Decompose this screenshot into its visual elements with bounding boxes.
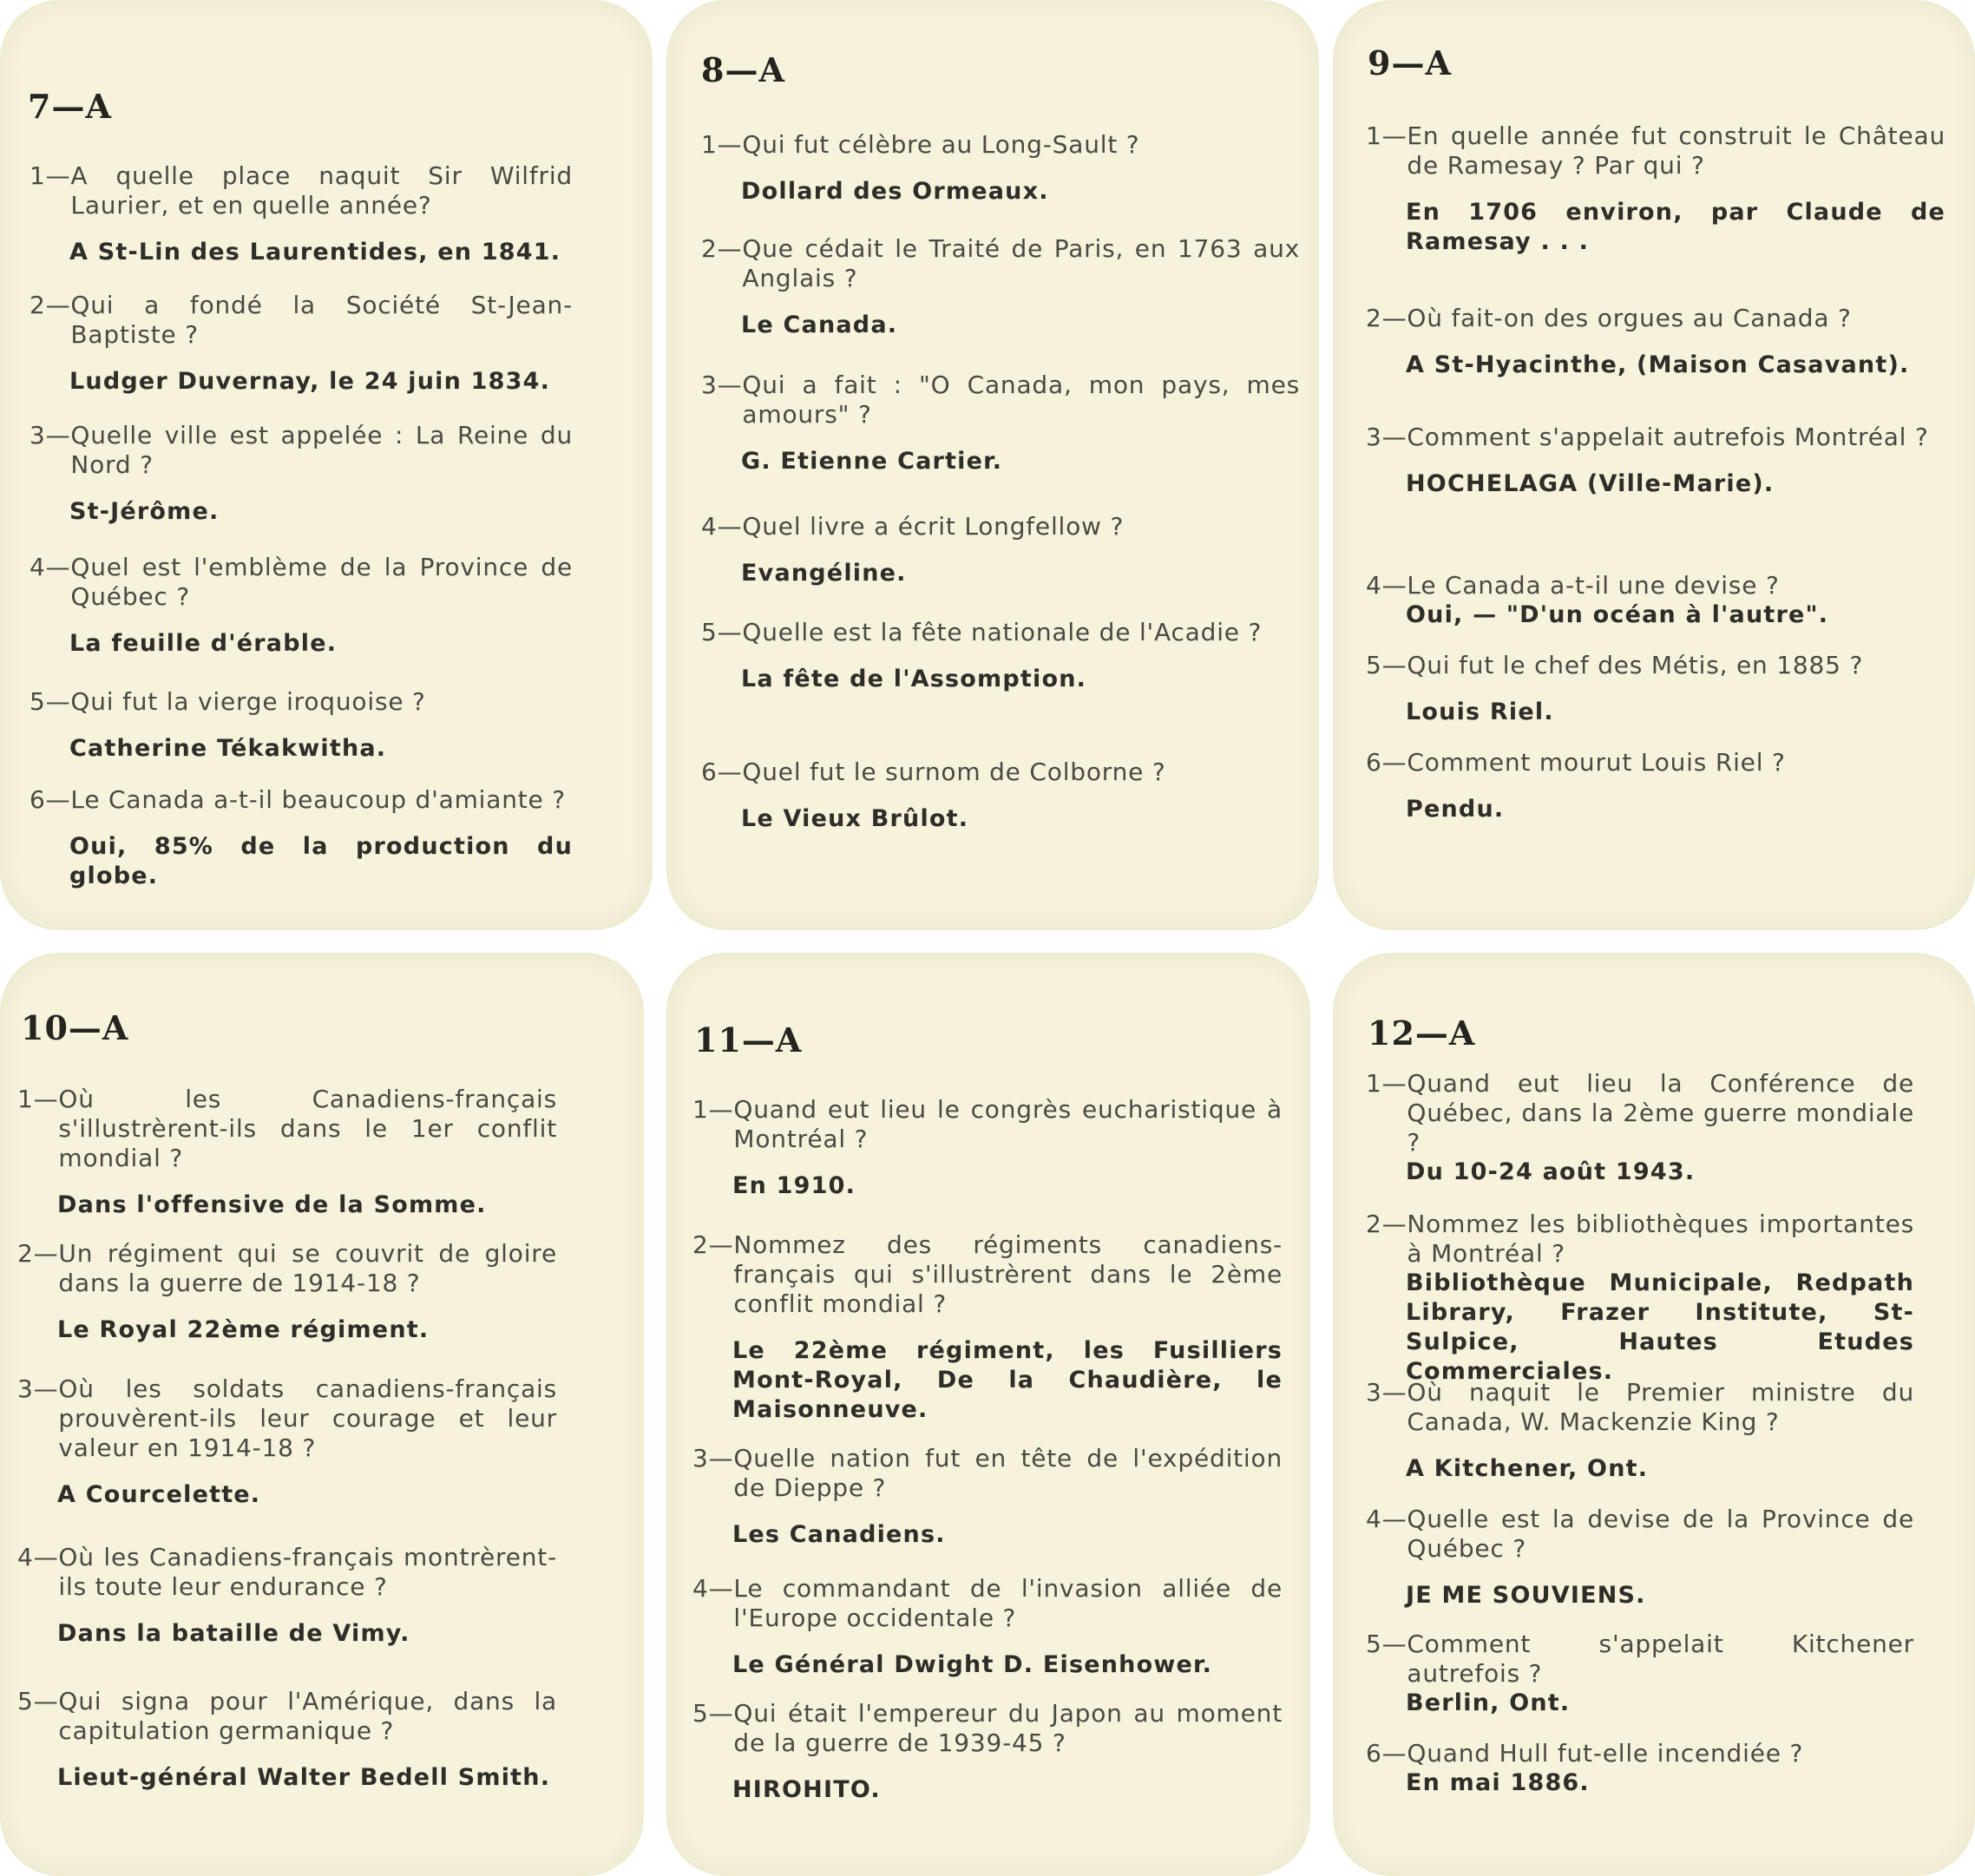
question — [1366, 1210, 1914, 1269]
question-answer-item — [17, 1687, 557, 1793]
question — [692, 1230, 1283, 1319]
question-answer-item — [1366, 571, 1945, 630]
answer-text: Le Général Dwight D. Eisenhower. — [732, 1651, 1213, 1678]
question-answer-item — [701, 512, 1300, 588]
question-text: Que cédait le Traité de Paris, en 1763 aux Anglais ? — [742, 234, 1300, 292]
question — [1366, 651, 1945, 680]
question-number: 4— — [17, 1543, 59, 1571]
question-answer-item — [1366, 651, 1945, 727]
question-number: 3— — [30, 421, 71, 449]
question — [30, 785, 573, 815]
answer-text: Lieut-général Walter Bedell Smith. — [57, 1764, 551, 1791]
answer-text: Le Canada. — [741, 312, 898, 338]
question-text: Qui a fondé la Société St-Jean- Baptiste ? — [70, 291, 573, 349]
question-answer-item — [701, 234, 1300, 340]
question-number: 1— — [30, 161, 71, 190]
question-text: Nommez des régiments canadiens-français qui s'illustrèrent dans le 2ème conflit mondial ? — [733, 1230, 1283, 1318]
question — [30, 291, 573, 350]
answer-text: Pendu. — [1406, 796, 1505, 823]
question-number: 4— — [1366, 571, 1407, 600]
question-answer-item — [30, 785, 573, 891]
question — [1366, 1069, 1914, 1158]
question-number: 4— — [1366, 1505, 1407, 1533]
question-number: 1— — [1366, 1069, 1407, 1098]
question-answer-item — [30, 421, 573, 527]
quiz-card-8 — [666, 0, 1319, 930]
question — [1366, 121, 1945, 180]
answer-text: A Kitchener, Ont. — [1406, 1455, 1649, 1482]
question — [30, 421, 573, 480]
question-number: 6— — [1366, 748, 1407, 777]
question-answer-item — [701, 758, 1300, 834]
question-answer-item — [701, 618, 1300, 694]
question-answer-item — [692, 1574, 1283, 1680]
answer-text: Oui, 85% de la production du globe. — [69, 833, 573, 889]
question-number: 2— — [30, 291, 71, 319]
question — [1366, 423, 1945, 452]
question-text: Quelle ville est appelée : La Reine du Nord ? — [70, 421, 573, 479]
answer-text: Catherine Tékakwitha. — [69, 735, 387, 762]
question-text: Où les Canadiens-français s'illustrèrent-ils dans le 1er conflit mondial ? — [58, 1085, 557, 1172]
answer-text: Du 10-24 août 1943. — [1406, 1158, 1696, 1185]
question-number: 5— — [30, 687, 71, 716]
question — [1366, 1739, 1914, 1768]
question-answer-item — [1366, 1069, 1914, 1187]
question — [1366, 1378, 1914, 1437]
question-answer-item — [1366, 1739, 1914, 1798]
question-number: 2— — [1366, 304, 1407, 332]
question-answer-item — [1366, 121, 1945, 257]
answer-text: Le Royal 22ème régiment. — [57, 1316, 430, 1343]
question — [1366, 1630, 1914, 1689]
question-number: 3— — [692, 1444, 734, 1473]
question-text: Quelle nation fut en tête de l'expédition de Dieppe ? — [733, 1444, 1283, 1502]
answer-text: A Courcelette. — [57, 1481, 261, 1508]
question-answer-item — [17, 1374, 557, 1510]
question-answer-item — [1366, 423, 1945, 499]
question-number: 2— — [692, 1230, 734, 1259]
question-text: Le Canada a-t-il une devise ? — [1407, 571, 1780, 600]
question-text: Qui fut le chef des Métis, en 1885 ? — [1407, 651, 1864, 679]
question-number: 6— — [1366, 1739, 1407, 1768]
question — [701, 371, 1300, 430]
answer-text: HIROHITO. — [732, 1776, 881, 1803]
question-answer-item — [692, 1699, 1283, 1805]
card-title: 12—A — [1368, 1013, 1476, 1053]
question-text: Quelle est la fête nationale de l'Acadie ? — [742, 618, 1263, 646]
question-text: Où naquit le Premier ministre du Canada, W. Mackenzie King ? — [1407, 1378, 1914, 1436]
question — [701, 618, 1300, 647]
answer-text: Le 22ème régiment, les Fusilliers Mont-Royal, De la Chaudière, le Maisonneuve. — [732, 1337, 1283, 1423]
answer-text: Le Vieux Brûlot. — [741, 805, 969, 832]
question-text: Quel fut le surnom de Colborne ? — [742, 758, 1166, 786]
card-title: 9—A — [1368, 43, 1452, 82]
answer-text: Oui, — "D'un océan à l'autre". — [1406, 601, 1829, 628]
question-answer-item — [692, 1095, 1283, 1201]
question-number: 3— — [17, 1374, 59, 1403]
answer-text: Dans la bataille de Vimy. — [57, 1620, 410, 1647]
question — [692, 1444, 1283, 1503]
question — [1366, 748, 1945, 777]
question-number: 5— — [17, 1687, 59, 1715]
question-text: Le commandant de l'invasion alliée de l'Europe occidentale ? — [733, 1574, 1283, 1632]
question-text: En quelle année fut construit le Château de Ramesay ? Par qui ? — [1407, 121, 1945, 180]
question-text: Comment mourut Louis Riel ? — [1407, 748, 1786, 777]
question-answer-item — [30, 291, 573, 397]
question — [30, 161, 573, 220]
question-answer-item — [1366, 1210, 1914, 1387]
answer-text: A St-Hyacinthe, (Maison Casavant). — [1406, 351, 1910, 378]
answer-text: Ludger Duvernay, le 24 juin 1834. — [69, 368, 551, 395]
answer-text: En 1910. — [732, 1172, 856, 1199]
question — [701, 758, 1300, 787]
quiz-card-12 — [1333, 953, 1975, 1876]
answer-text: Louis Riel. — [1406, 699, 1554, 725]
question-answer-item — [17, 1543, 557, 1649]
question-number: 5— — [1366, 1630, 1407, 1658]
question-text: Où fait-on des orgues au Canada ? — [1407, 304, 1852, 332]
question — [692, 1699, 1283, 1758]
question-text: Où les Canadiens-français montrèrent-ils toute leur endurance ? — [58, 1543, 557, 1601]
question-number: 1— — [17, 1085, 59, 1113]
question-text: Qui fut la vierge iroquoise ? — [70, 687, 426, 716]
answer-text: G. Etienne Cartier. — [741, 448, 1003, 475]
question-text: Qui a fait : "O Canada, mon pays, mes amours" ? — [742, 371, 1300, 429]
card-title: 8—A — [701, 50, 785, 89]
question-number: 3— — [1366, 423, 1407, 451]
answer-text: HOCHELAGA (Ville-Marie). — [1406, 470, 1775, 497]
question-answer-item — [692, 1230, 1283, 1425]
question-number: 2— — [1366, 1210, 1407, 1238]
question-number: 1— — [692, 1095, 734, 1124]
question-number: 1— — [701, 130, 743, 159]
question-answer-item — [692, 1444, 1283, 1550]
card-title: 7—A — [28, 87, 112, 126]
question-answer-item — [1366, 748, 1945, 824]
question-number: 2— — [17, 1239, 59, 1268]
answer-text: Les Canadiens. — [732, 1521, 946, 1548]
question — [17, 1543, 557, 1602]
question-text: A quelle place naquit Sir Wilfrid Laurier, et en quelle année? — [70, 161, 573, 220]
card-title: 11—A — [694, 1020, 803, 1059]
question-text: Quand Hull fut-elle incendiée ? — [1407, 1739, 1804, 1768]
quiz-card-9 — [1333, 0, 1975, 930]
question-number: 2— — [701, 234, 743, 263]
quiz-card-11 — [666, 953, 1310, 1876]
question-number: 5— — [692, 1699, 734, 1728]
question-number: 4— — [692, 1574, 734, 1603]
question — [701, 130, 1300, 160]
quiz-card-10 — [0, 953, 644, 1876]
question-answer-item — [1366, 304, 1945, 380]
question-text: Le Canada a-t-il beaucoup d'amiante ? — [70, 785, 566, 814]
answer-text: Bibliothèque Municipale, Redpath Library, Frazer Institute, St-Sulpice, Hautes Etudes Commerciales. — [1406, 1269, 1914, 1385]
question-text: Où les soldats canadiens-français prouvèrent-ils leur courage et leur valeur en 1914-18 ? — [58, 1374, 557, 1462]
question-number: 4— — [30, 553, 71, 581]
question — [1366, 1505, 1914, 1564]
question-text: Comment s'appelait Kitchener autrefois ? — [1407, 1630, 1914, 1688]
question-number: 5— — [1366, 651, 1407, 679]
answer-text: La feuille d'érable. — [69, 630, 338, 657]
question-answer-item — [701, 130, 1300, 207]
question-answer-item — [30, 161, 573, 267]
question-number: 5— — [701, 618, 743, 646]
answer-text: En 1706 environ, par Claude de Ramesay . . . — [1406, 199, 1945, 255]
question — [17, 1085, 557, 1173]
answer-text: Evangéline. — [741, 560, 907, 587]
question-text: Qui fut célèbre au Long-Sault ? — [742, 130, 1140, 159]
question-answer-item — [701, 371, 1300, 476]
question-text: Nommez les bibliothèques importantes à Montréal ? — [1407, 1210, 1914, 1268]
answer-text: JE ME SOUVIENS. — [1406, 1582, 1646, 1609]
question-text: Qui signa pour l'Amérique, dans la capitulation germanique ? — [58, 1687, 557, 1745]
answer-text: En mai 1886. — [1406, 1769, 1590, 1796]
answer-text: A St-Lin des Laurentides, en 1841. — [69, 239, 561, 266]
question — [30, 687, 573, 717]
question-text: Quelle est la devise de la Province de Québec ? — [1407, 1505, 1914, 1563]
question-text: Quel livre a écrit Longfellow ? — [742, 512, 1125, 541]
card-title: 10—A — [21, 1008, 129, 1047]
question-answer-item — [30, 687, 573, 764]
question — [1366, 304, 1945, 333]
question-answer-item — [1366, 1630, 1914, 1718]
answer-text: Berlin, Ont. — [1406, 1689, 1571, 1716]
question-text: Quel est l'emblème de la Province de Québec ? — [70, 553, 573, 611]
question-number: 6— — [701, 758, 743, 786]
answer-text: La fête de l'Assomption. — [741, 666, 1087, 692]
question-answer-item — [1366, 1505, 1914, 1610]
answer-text: Dans l'offensive de la Somme. — [57, 1191, 487, 1218]
question — [701, 512, 1300, 541]
question — [701, 234, 1300, 293]
question-text: Quand eut lieu la Conférence de Québec, dans la 2ème guerre mondiale ? — [1407, 1069, 1914, 1157]
answer-text: St-Jérôme. — [69, 498, 220, 525]
question-text: Un régiment qui se couvrit de gloire dans la guerre de 1914-18 ? — [58, 1239, 557, 1297]
question-number: 4— — [701, 512, 743, 541]
question — [692, 1574, 1283, 1633]
question-answer-item — [17, 1239, 557, 1345]
question — [17, 1687, 557, 1746]
question — [1366, 571, 1945, 600]
question — [30, 553, 573, 612]
question-answer-item — [1366, 1378, 1914, 1484]
question-text: Qui était l'empereur du Japon au moment de la guerre de 1939-45 ? — [733, 1699, 1283, 1757]
question-text: Quand eut lieu le congrès eucharistique à Montréal ? — [733, 1095, 1283, 1153]
question-answer-item — [30, 553, 573, 659]
question-number: 3— — [701, 371, 743, 399]
question-number: 6— — [30, 785, 71, 814]
question-number: 3— — [1366, 1378, 1407, 1407]
question — [692, 1095, 1283, 1154]
quiz-card-7 — [0, 0, 653, 930]
question-text: Comment s'appelait autrefois Montréal ? — [1407, 423, 1929, 451]
question-number: 1— — [1366, 121, 1407, 150]
question-answer-item — [17, 1085, 557, 1220]
question — [17, 1374, 557, 1463]
question — [17, 1239, 557, 1298]
answer-text: Dollard des Ormeaux. — [741, 178, 1049, 205]
